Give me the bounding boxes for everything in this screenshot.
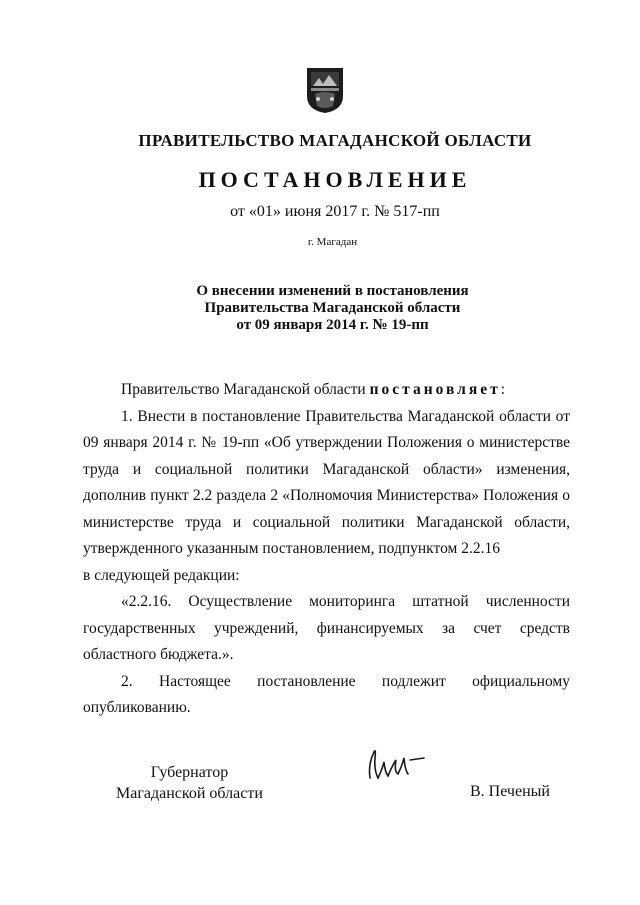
- signatory-position: Губернатор Магаданской области: [116, 764, 263, 802]
- item-1: 1. Внести в постановление Правительства Магаданской области от 09 января 2014 г. № 19-пп «Об утверждении Положения о министерстве труда и социальной политики Магаданской области» изменения, дополнив пункт 2.2 раздела 2 «Полномочия Министерства» Положения о министерстве труда и социальной политики Магаданской области, утвержденного указанным постановлением, подпунктом 2.2.16: [83, 407, 570, 557]
- item-1-tail: в следующей редакции:: [83, 566, 240, 584]
- document-type: ПОСТАНОВЛЕНИЕ: [198, 167, 472, 192]
- preamble: Правительство Магаданской области постановляет:: [121, 381, 506, 398]
- document-city: г. Магадан: [307, 236, 358, 248]
- quoted-subparagraph: «2.2.16. Осуществление мониторинга штатной численности государственных учреждений, финансируемых за счет средств областного бюджета.».: [83, 593, 570, 663]
- document-date-number: от «01» июня 2017 г. № 517-пп: [230, 203, 440, 220]
- subject-line-1: О внесении изменений в постановления: [196, 283, 469, 299]
- preamble-verb: постановляет: [369, 381, 501, 398]
- document-body: [83, 377, 570, 722]
- organization-title: ПРАВИТЕЛЬСТВО МАГАДАНСКОЙ ОБЛАСТИ: [138, 131, 532, 150]
- subject-line-2: Правительства Магаданской области: [204, 300, 461, 316]
- signatory-name: В. Печеный: [470, 783, 550, 800]
- handwritten-signature-icon: [364, 744, 428, 784]
- item-2: 2. Настоящее постановление подлежит официальному: [121, 672, 570, 690]
- subject-line-3: от 09 января 2014 г. № 19-пп: [236, 317, 429, 333]
- coat-of-arms-icon: [305, 66, 345, 114]
- document-subject: [0, 283, 640, 334]
- item-2-tail: опубликованию.: [83, 699, 191, 716]
